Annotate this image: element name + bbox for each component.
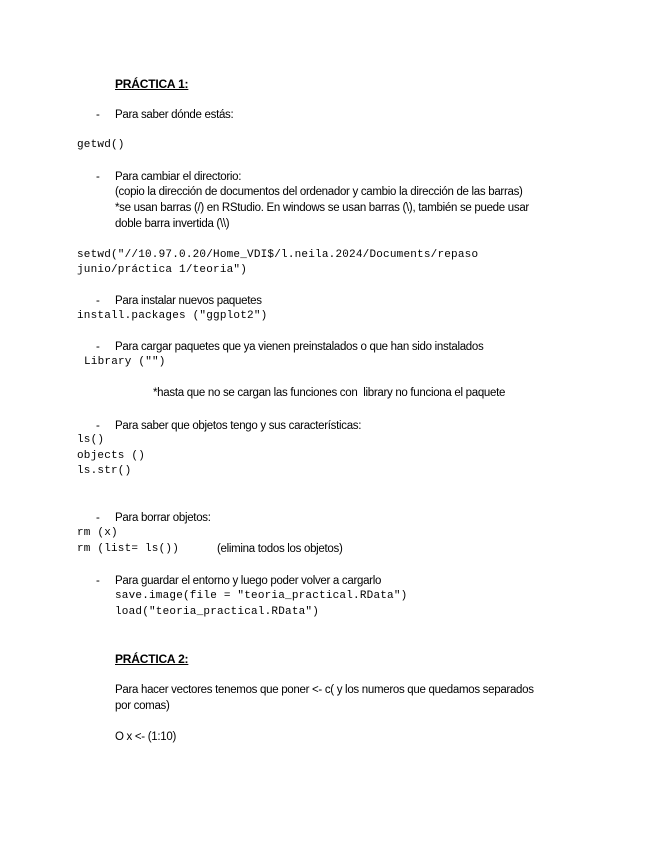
- save-image-code: save.image(file = "teoria_practical.RData"): [115, 590, 408, 602]
- bullet-dash: -: [96, 512, 100, 524]
- vectors-line-2: por comas): [115, 700, 170, 712]
- ls-code: ls(): [77, 434, 105, 446]
- chdir-line-2: *se usan barras (/) en RStudio. En windows se usan barras (\), también se puede usar: [115, 202, 529, 214]
- library-note: *hasta que no se cargan las funciones con library no funciona el paquete: [153, 387, 506, 399]
- bullet-dash: -: [96, 420, 100, 432]
- vector-example: O x <- (1:10): [115, 731, 176, 743]
- rm-code: rm (x): [77, 527, 118, 539]
- practica-2-heading: PRÁCTICA 2:: [115, 652, 189, 666]
- chdir-title: Para cambiar el directorio:: [115, 171, 242, 183]
- rm-list-code: rm (list= ls()): [77, 543, 180, 555]
- bullet-dash: -: [96, 171, 100, 183]
- load-code: load("teoria_practical.RData"): [115, 606, 320, 618]
- objects-code: objects (): [77, 450, 146, 462]
- save-title: Para guardar el entorno y luego poder volver a cargarlo: [115, 575, 382, 587]
- rm-title: Para borrar objetos:: [115, 512, 211, 524]
- vectors-line-1: Para hacer vectores tenemos que poner <- c( y los numeros que quedamos separados: [115, 684, 534, 696]
- load-packages-title: Para cargar paquetes que ya vienen preinstalados o que han sido instalados: [115, 341, 484, 353]
- rm-list-note: (elimina todos los objetos): [217, 543, 343, 555]
- bullet-dash: -: [96, 341, 100, 353]
- bullet-dash: -: [96, 575, 100, 587]
- install-title: Para instalar nuevos paquetes: [115, 295, 262, 307]
- bullet-dash: -: [96, 109, 100, 121]
- setwd-code-line-2: junio/práctica 1/teoria"): [77, 264, 248, 276]
- practica-1-heading: PRÁCTICA 1:: [115, 77, 189, 91]
- ls-str-code: ls.str(): [77, 465, 132, 477]
- install-code: install.packages ("ggplot2"): [77, 310, 268, 322]
- library-code: Library (""): [84, 356, 166, 368]
- chdir-line-3: doble barra invertida (\\): [115, 218, 230, 230]
- objects-title: Para saber que objetos tengo y sus características:: [115, 420, 362, 432]
- chdir-line-1: (copio la dirección de documentos del ordenador y cambio la dirección de las barras): [115, 186, 523, 198]
- setwd-code-line-1: setwd("//10.97.0.20/Home_VDI$/l.neila.2024/Documents/repaso: [77, 249, 479, 261]
- bullet-dash: -: [96, 295, 100, 307]
- where-text: Para saber dónde estás:: [115, 109, 234, 121]
- getwd-code: getwd(): [77, 139, 125, 151]
